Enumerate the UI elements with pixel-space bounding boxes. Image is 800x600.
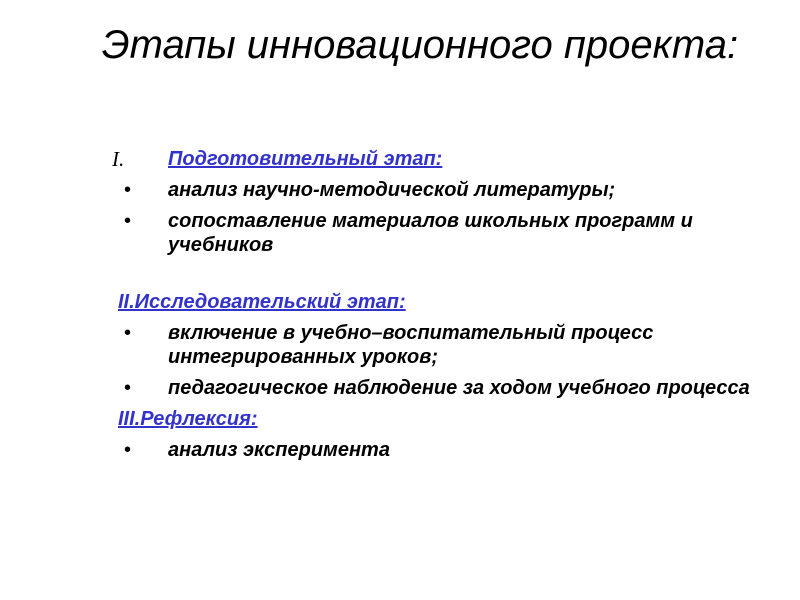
- list-item: [112, 321, 752, 369]
- roman-numeral-marker: I.: [112, 147, 125, 171]
- bullet-icon: •: [124, 322, 132, 344]
- bullet-icon: •: [124, 439, 132, 461]
- list-item: [112, 178, 752, 202]
- list-item-text: анализ эксперимента: [168, 439, 390, 461]
- list-item-text: педагогическое наблюдение за ходом учебного процесса: [168, 377, 750, 399]
- list-item: [112, 376, 752, 400]
- list-item-text: анализ научно-методической литературы;: [168, 179, 616, 201]
- list-item-text: включение в учебно–воспитательный процесс интегрированных уроков;: [168, 322, 654, 368]
- bullet-icon: •: [124, 179, 132, 201]
- bullet-icon: •: [124, 210, 132, 232]
- section-heading-reflection: III.Рефлексия:: [118, 408, 258, 430]
- section-heading: Подготовительный этап:: [168, 148, 443, 170]
- slide-content: [112, 147, 752, 462]
- section-preparatory: [112, 147, 752, 171]
- slide-title: Этапы инновационного проекта:: [101, 23, 739, 67]
- section-heading-research: II.Исследовательский этап:: [118, 291, 406, 313]
- bullet-icon: •: [124, 377, 132, 399]
- list-item: [112, 438, 752, 462]
- list-item-text: сопоставление материалов школьных программ и учебников: [168, 210, 693, 256]
- list-item: [112, 209, 752, 257]
